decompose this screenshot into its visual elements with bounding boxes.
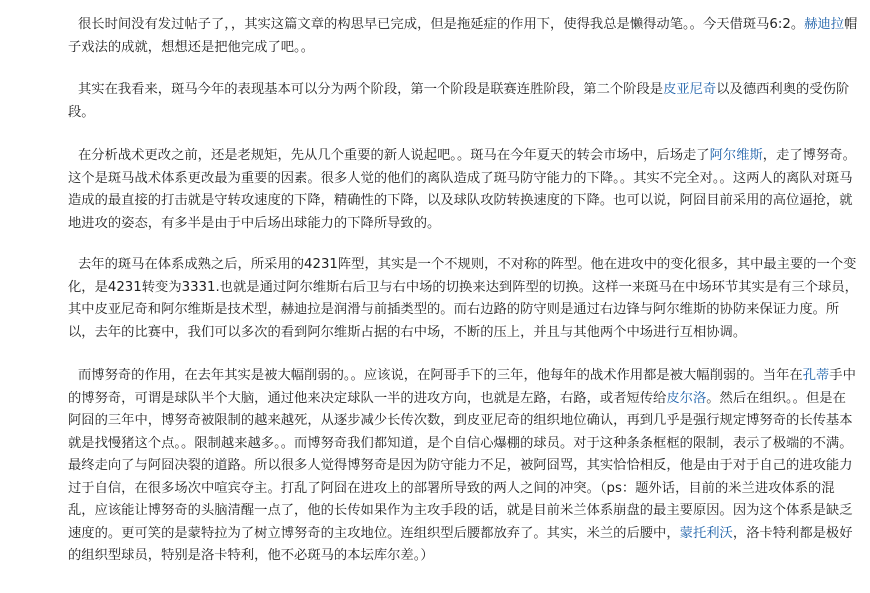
link-pjanic[interactable]: 皮亚尼奇 [663, 82, 717, 97]
text-segment: 很长时间没有发过帖子了，，其实这篇文章的构思早已完成，但是拖延症的作用下，使得我总是懒得动笔。。今天借斑马6:2。 [78, 17, 805, 32]
text-segment: 。然后在组织。。但是在阿囧的三年中，博努奇被限制的越来越死，从逐步减少长传次数，到皮亚尼奇的组织地位确认，再到几乎是强行规定博努奇的长传基本就是找慢猪这个点。。限制越来越多。。而博努奇我们都知道，是个自信心爆棚的球员。对于这种条条框框的限制，表示了极端的不满。最终走向了与阿囧决裂的道路。所以很多人觉得博努奇是因为防守能力不足，被阿囧骂，其实恰恰相反，他是由于对于自己的进攻能力过于自信，在很多场次中喧宾夺主。打乱了阿囧在进攻上的部署所导致的两人之间的冲突。（ps：题外话，目前的米兰进攻体系的混乱，应该能让博努奇的头脑清醒一点了，他的长传如果作为主攻手段的话，就是目前米兰体系崩盘的最主要原因。因为这个体系是缺乏速度的。更可笑的是蒙特拉为了树立博努奇的主攻地位。连组织型后腰都放弃了。其实，米兰的后腰中， [68, 390, 853, 541]
paragraph-1 [0, 14, 862, 59]
paragraph-3 [0, 145, 862, 235]
link-conte[interactable]: 孔蒂 [802, 368, 830, 383]
text-segment: 其实在我看来，斑马今年的表现基本可以分为两个阶段，第一个阶段是联赛连胜阶段，第二个阶段是 [78, 82, 664, 97]
text-segment: 以及德西利奥的受伤阶段。 [68, 82, 850, 120]
paragraph-5 [0, 365, 862, 568]
paragraph-4 [0, 254, 862, 344]
text-segment: 而博努奇的作用，在去年其实是被大幅削弱的。。应该说，在阿哥手下的三年，他每年的战术作用都是被大幅削弱的。当年在 [78, 368, 803, 383]
text-segment: 在分析战术更改之前，还是老规矩，先从几个重要的新人说起吧。。斑马在今年夏天的转会市场中，后场走了 [78, 148, 710, 163]
link-khedira[interactable]: 赫迪拉 [804, 17, 845, 32]
text-segment: 去年的斑马在体系成熟之后，所采用的4231阵型，其实是一个不规则，不对称的阵型。他在进攻中的变化很多，其中最主要的一个变化，是4231转变为3331.也就是通过阿尔维斯右后卫与右中场的切换来达到阵型的切换。这样一来斑马在中场环节其实是有三个球员，其中皮亚尼奇和阿尔维斯是技术型，赫迪拉是润滑与前插类型的。而右边路的防守则是通过右边锋与阿尔维斯的协防来保证力度。所以，去年的比赛中，我们可以多次的看到阿尔维斯占据的右中场，不断的压上，并且与其他两个中场进行互相协调。 [68, 257, 858, 340]
text-segment: ，洛卡特利都是极好的组织型球员，特别是洛卡特利，他不必斑马的本坛库尔差。） [68, 525, 853, 563]
text-segment: 手中的博努奇，可谓是球队半个大脑，通过他来决定球队一半的进攻方向，也就是左路，右路，或者短传给 [68, 368, 856, 406]
link-alves[interactable]: 阿尔维斯 [709, 148, 763, 163]
text-segment: 帽子戏法的成就，想想还是把他完成了吧。。 [68, 17, 858, 55]
paragraph-2 [0, 79, 862, 124]
text-segment: ，走了博努奇。这个是斑马战术体系更改最为重要的因素。很多人觉的他们的离队造成了斑马防守能力的下降。。其实不完全对。。这两人的离队对斑马造成的最直接的打击就是守转攻速度的下降，精确性的下降，以及球队攻防转换速度的下降。也可以说，阿囧目前采用的高位逼抢，就地进攻的姿态，有多半是由于中后场出球能力的下降所导致的。 [68, 148, 856, 231]
link-montolivo[interactable]: 蒙托利沃 [679, 525, 733, 541]
link-pirlo[interactable]: 皮尔洛 [666, 390, 707, 406]
